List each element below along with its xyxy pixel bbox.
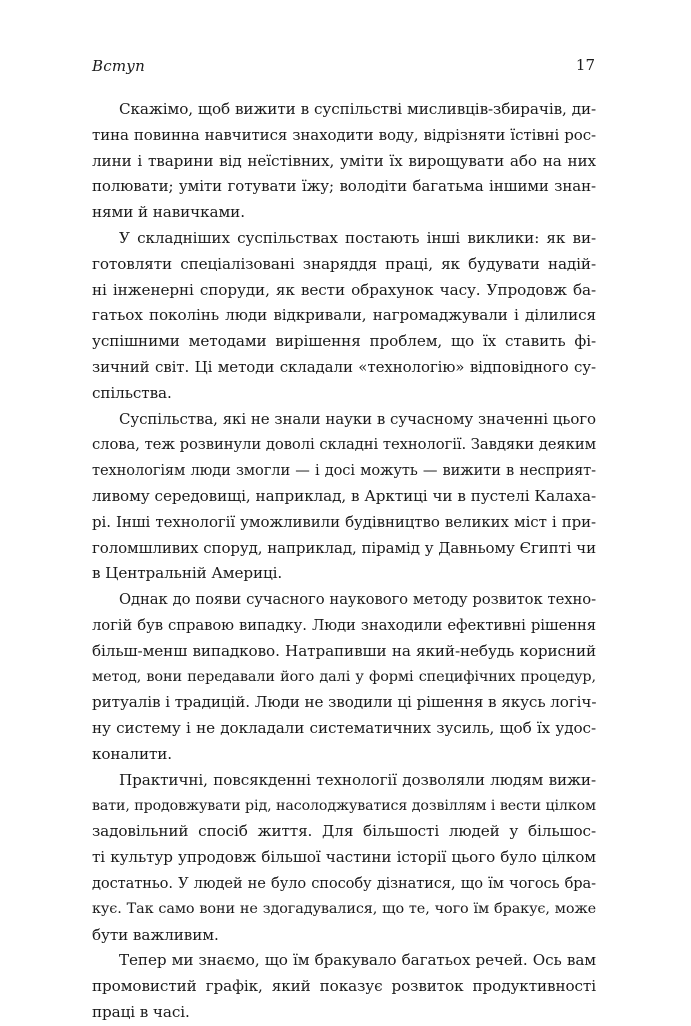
text-line: тина повинна навчитися знаходити воду, відрізняти їстівні рос- — [92, 125, 596, 144]
text-line: ритуалів і традицій. Люди не зводили ці рішення в якусь логіч- — [92, 693, 597, 712]
text-line: Тепер ми знаємо, що їм бракувало багатьох речей. Ось вам — [119, 951, 596, 970]
text-line: більш-менш випадково. Натрапивши на який-небудь корисний — [92, 641, 596, 660]
text-line: ті культур упродовж більшої частини історії цього було цілком — [92, 848, 596, 867]
text-line: Однак до появи сучасного наукового методу розвиток техно- — [119, 591, 596, 609]
running-head: Вступ — [92, 57, 146, 75]
text-line: кує. Так само вони не здогадувалися, що те, чого їм бракує, може — [92, 900, 596, 917]
text-line: достатньо. У людей не було способу дізнатися, що їм чогось бра- — [92, 874, 596, 892]
text-line: зичний світ. Ці методи складали «технологію» відповідного су- — [92, 357, 596, 376]
paragraph — [92, 226, 596, 407]
text-line: лини і тварини від неїстівних, уміти їх вирощувати або на них — [92, 151, 596, 170]
text-line: логій був справою випадку. Люди знаходили ефективні рішення — [92, 616, 596, 634]
text-line: Практичні, повсякденні технології дозволяли людям вижи- — [119, 770, 596, 789]
text-line: бути важливим. — [92, 925, 219, 944]
text-line: готовляти спеціалізовані знаряддя праці, як будувати надій- — [92, 254, 596, 273]
text-line: Суспільства, які не знали науки в сучасному значенні цього — [119, 409, 596, 428]
text-line: Скажімо, щоб вижити в суспільстві мисливців-збирачів, ди- — [119, 100, 596, 118]
text-line: голомшливих споруд, наприклад, пірамід у Давньому Єгипті чи — [92, 538, 596, 557]
paragraph — [92, 948, 596, 1025]
text-line: в Центральній Америці. — [92, 564, 283, 583]
text-line: У складніших суспільствах постають інші виклики: як ви- — [119, 228, 596, 247]
text-line: промовистий графік, який показує розвиток продуктивності — [92, 977, 596, 996]
text-line: ні інженерні споруди, як вести обрахунок часу. Упродовж ба- — [92, 280, 596, 299]
text-line: успішними методами вирішення проблем, що їх ставить фі- — [92, 332, 596, 351]
paragraph — [92, 768, 596, 949]
body-text — [92, 97, 596, 1026]
text-line: спільства. — [92, 383, 172, 402]
paragraph — [92, 97, 596, 226]
paragraph — [92, 407, 596, 588]
paragraph — [92, 587, 596, 768]
text-line: праці в часі. — [92, 1002, 190, 1021]
text-line: ливому середовищі, наприклад, в Арктиці чи в пустелі Калаха- — [92, 486, 596, 505]
text-line: рі. Інші технології уможливили будівництво великих міст і при- — [92, 512, 596, 531]
text-line: задовільний спосіб життя. Для більшості людей у більшос- — [92, 822, 596, 841]
page-number: 17 — [575, 56, 595, 74]
text-line: нями й навичками. — [92, 203, 245, 222]
text-line: метод, вони передавали його далі у формі специфічних процедур, — [92, 668, 596, 685]
text-line: полювати; уміти готувати їжу; володіти багатьма іншими знан- — [92, 177, 596, 196]
text-line: слова, теж розвинули доволі складні технології. Завдяки деяким — [92, 436, 596, 454]
text-line: гатьох поколінь люди відкривали, нагромаджували і ділилися — [92, 306, 596, 325]
text-line: ну систему і не докладали систематичних зусиль, щоб їх удос- — [92, 719, 596, 738]
text-line: технологіям люди змогли — і досі можуть — вижити в несприят- — [92, 462, 596, 480]
text-line: коналити. — [92, 744, 173, 763]
text-line: вати, продовжувати рід, насолоджуватися дозвіллям і вести цілком — [92, 797, 596, 814]
